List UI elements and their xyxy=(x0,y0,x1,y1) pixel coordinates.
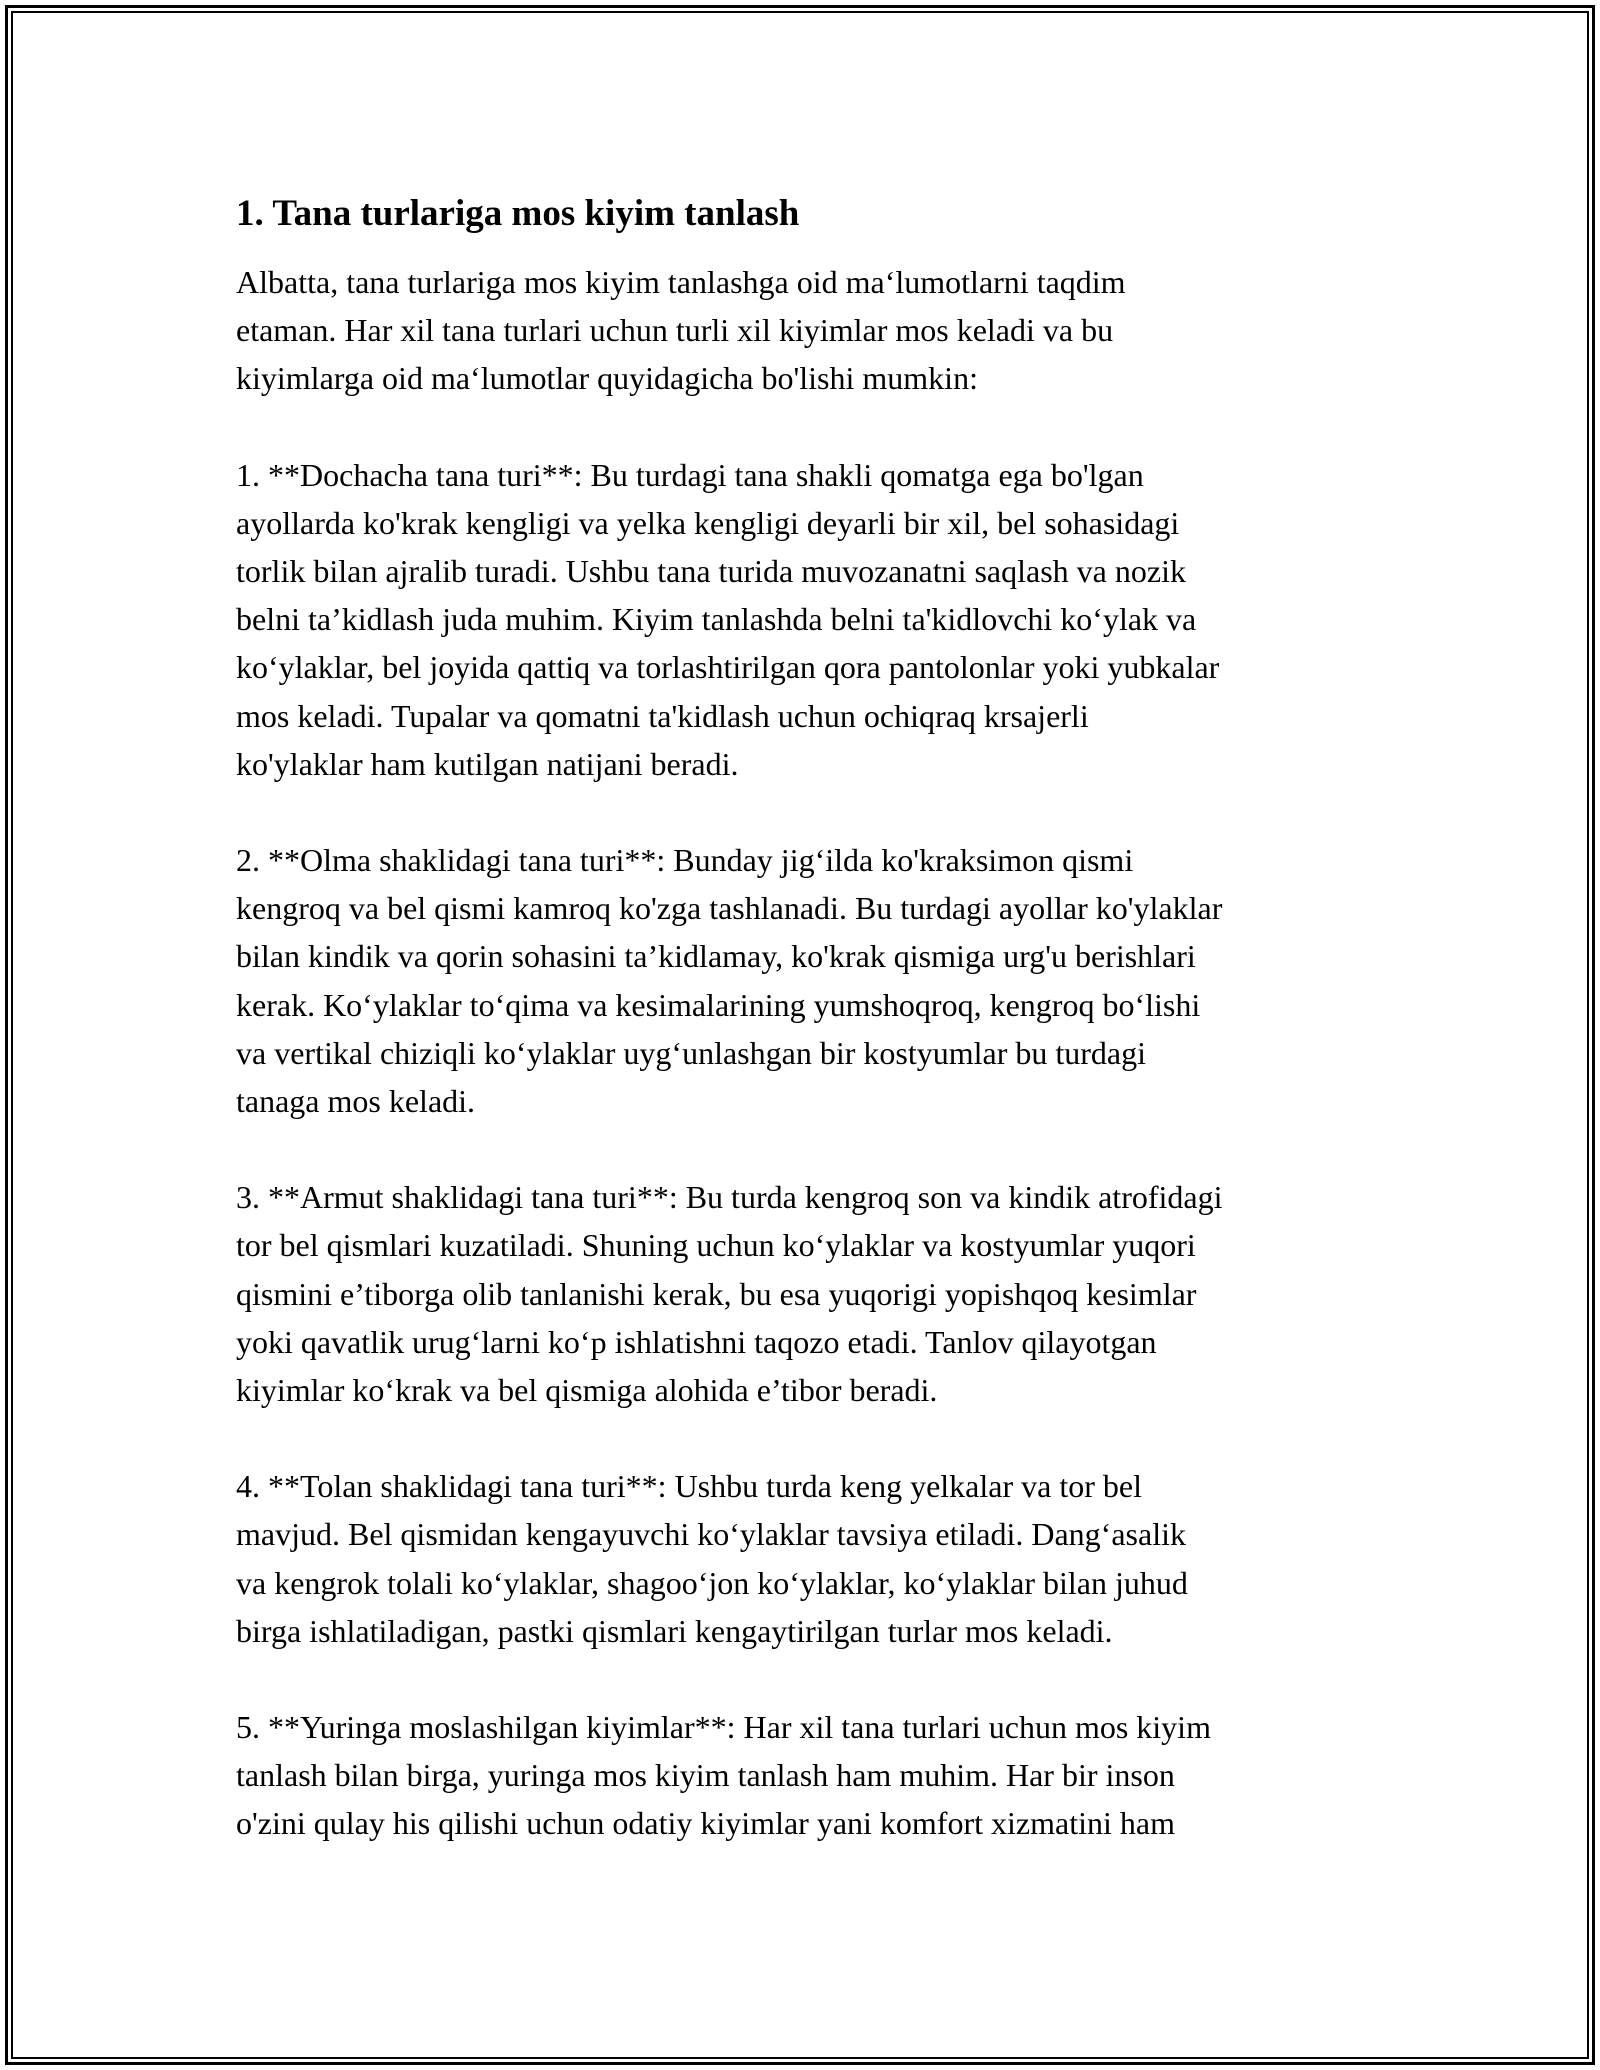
text-line: birga ishlatiladigan, pastki qismlari kengaytirilgan turlar mos keladi. xyxy=(236,1612,1113,1649)
text-line: kerak. Ko‘ylaklar to‘qima va kesimalarining yumshoqroq, kengroq bo‘lishi xyxy=(236,986,1201,1023)
paragraph-intro xyxy=(236,258,1386,403)
text-line: 5. **Yuringa moslashilgan kiyimlar**: Har xil tana turlari uchun mos kiyim xyxy=(236,1709,1211,1746)
paragraph-item-4 xyxy=(236,1462,1386,1655)
text-line: 4. **Tolan shaklidagi tana turi**: Ushbu turda keng yelkalar va tor bel xyxy=(236,1468,1142,1505)
text-line: ayollarda ko'krak kengligi va yelka kengligi deyarli bir xil, bel sohasidagi xyxy=(236,504,1180,541)
text-line: va kengrok tolali ko‘ylaklar, shagoo‘jon ko‘ylaklar, ko‘ylaklar bilan juhud xyxy=(236,1564,1188,1601)
text-line: kengroq va bel qismi kamroq ko'zga tashlanadi. Bu turdagi ayollar ko'ylaklar xyxy=(236,890,1223,927)
text-line: bilan kindik va qorin sohasini ta’kidlamay, ko'krak qismiga urg'u berishlari xyxy=(236,938,1196,975)
text-line: ko‘ylaklar, bel joyida qattiq va torlashtirilgan qora pantolonlar yoki yubkalar xyxy=(236,649,1220,686)
text-line: mavjud. Bel qismidan kengayuvchi ko‘ylaklar tavsiya etiladi. Dang‘asalik xyxy=(236,1516,1186,1553)
text-line: ko'ylaklar ham kutilgan natijani beradi. xyxy=(236,745,739,782)
text-line: etaman. Har xil tana turlari uchun turli xil kiyimlar mos keladi va bu xyxy=(236,312,1114,349)
text-line: 2. **Olma shaklidagi tana turi**: Bunday jig‘ilda ko'kraksimon qismi xyxy=(236,842,1134,879)
text-line: yoki qavatlik urug‘larni ko‘p ishlatishni taqozo etadi. Tanlov qilayotgan xyxy=(236,1323,1157,1360)
text-line: torlik bilan ajralib turadi. Ushbu tana turida muvozanatni saqlash va nozik xyxy=(236,553,1186,590)
text-line: 1. **Dochacha tana turi**: Bu turdagi tana shakli qomatga ega bo'lgan xyxy=(236,456,1144,493)
document-title: 1. Tana turlariga mos kiyim tanlash xyxy=(236,193,800,234)
paragraph-item-3 xyxy=(236,1173,1386,1414)
document-body xyxy=(236,190,1386,1848)
text-line: 3. **Armut shaklidagi tana turi**: Bu turda kengroq son va kindik atrofidagi xyxy=(236,1179,1223,1216)
text-line: mos keladi. Tupalar va qomatni ta'kidlash uchun ochiqraq krsajerli xyxy=(236,697,1089,734)
text-line: Albatta, tana turlariga mos kiyim tanlashga oid ma‘lumotlarni taqdim xyxy=(236,264,1126,300)
text-line: belni ta’kidlash juda muhim. Kiyim tanlashda belni ta'kidlovchi ko‘ylak va xyxy=(236,601,1197,638)
text-line: o'zini qulay his qilishi uchun odatiy kiyimlar yani komfort xizmatini ham xyxy=(236,1805,1175,1842)
text-line: tanaga mos keladi. xyxy=(236,1083,476,1120)
paragraph-item-1 xyxy=(236,451,1386,788)
text-line: qismini e’tiborga olib tanlanishi kerak, bu esa yuqorigi yopishqoq kesimlar xyxy=(236,1275,1197,1312)
text-line: kiyimlar ko‘krak va bel qismiga alohida e’tibor beradi. xyxy=(236,1372,938,1409)
paragraph-item-5 xyxy=(236,1703,1386,1848)
text-line: tor bel qismlari kuzatiladi. Shuning uchun ko‘ylaklar va kostyumlar yuqori xyxy=(236,1227,1196,1264)
text-line: tanlash bilan birga, yuringa mos kiyim tanlash ham muhim. Har bir inson xyxy=(236,1757,1175,1794)
paragraph-item-2 xyxy=(236,836,1386,1125)
text-line: kiyimlarga oid ma‘lumotlar quyidagicha bo'lishi mumkin: xyxy=(236,360,978,397)
text-line: va vertikal chiziqli ko‘ylaklar uyg‘unlashgan bir kostyumlar bu turdagi xyxy=(236,1034,1146,1071)
